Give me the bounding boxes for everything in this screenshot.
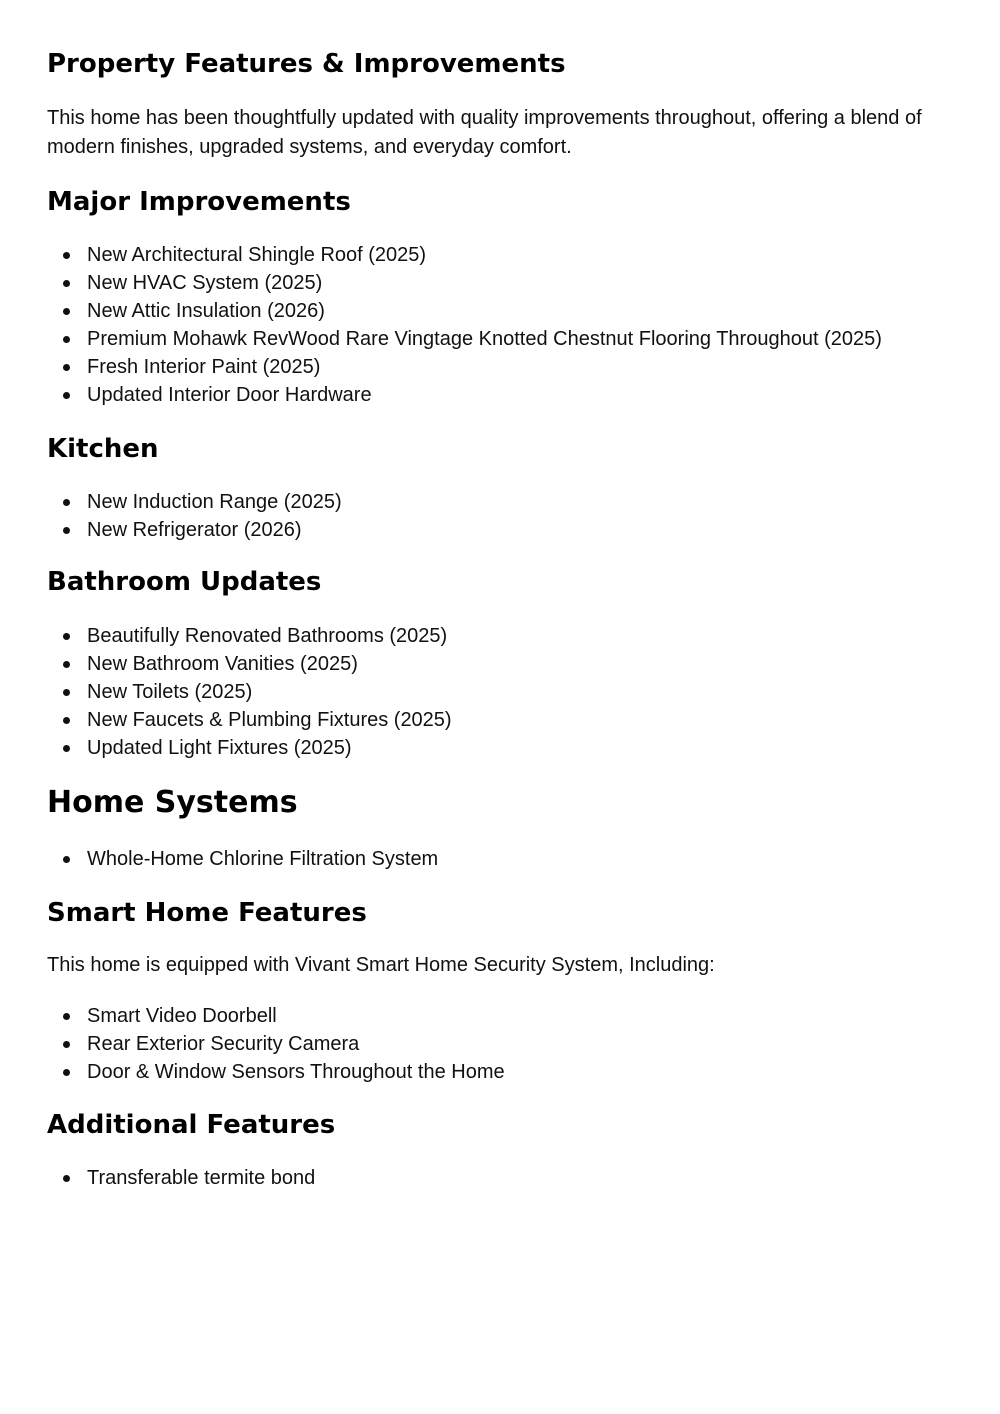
bullet-icon [63, 252, 70, 259]
smart-home-list [60, 1002, 505, 1086]
list-item-text: Door & Window Sensors Throughout the Home [87, 1061, 505, 1083]
bullet-icon [63, 1175, 70, 1182]
bullet-icon [63, 527, 70, 534]
list-item-text: New Faucets & Plumbing Fixtures (2025) [87, 709, 452, 731]
bullet-icon [63, 1013, 70, 1020]
list-item-text: Beautifully Renovated Bathrooms (2025) [87, 625, 448, 647]
list-item [60, 381, 882, 409]
bullet-icon [63, 633, 70, 640]
section-heading-bathroom-updates: Bathroom Updates [47, 567, 322, 597]
additional-features-list [60, 1164, 315, 1192]
bullet-icon [63, 1041, 70, 1048]
list-item [60, 516, 342, 544]
list-item [60, 297, 882, 325]
section-heading-major-improvements: Major Improvements [47, 187, 351, 217]
list-item [60, 1002, 505, 1030]
list-item [60, 1030, 505, 1058]
smart-home-intro: This home is equipped with Vivant Smart Home Security System, Including: [47, 954, 715, 976]
list-item-text: New Bathroom Vanities (2025) [87, 653, 358, 675]
list-item [60, 650, 452, 678]
bathroom-updates-list [60, 622, 452, 762]
bullet-icon [63, 499, 70, 506]
list-item [60, 488, 342, 516]
bullet-icon [63, 280, 70, 287]
bullet-icon [63, 392, 70, 399]
section-heading-additional-features: Additional Features [47, 1110, 336, 1140]
list-item-text: Updated Light Fixtures (2025) [87, 737, 352, 759]
bullet-icon [63, 308, 70, 315]
list-item-text: Premium Mohawk RevWood Rare Vingtage Knotted Chestnut Flooring Throughout (2025) [87, 328, 882, 350]
list-item-text: New Attic Insulation (2026) [87, 300, 325, 322]
list-item [60, 678, 452, 706]
list-item [60, 1164, 315, 1192]
section-heading-kitchen: Kitchen [47, 434, 159, 464]
list-item-text: New Induction Range (2025) [87, 491, 342, 513]
list-item [60, 845, 438, 873]
list-item-text: Fresh Interior Paint (2025) [87, 356, 321, 378]
home-systems-list [60, 845, 438, 873]
bullet-icon [63, 336, 70, 343]
section-heading-home-systems: Home Systems [47, 785, 298, 820]
list-item-text: Whole-Home Chlorine Filtration System [87, 848, 439, 870]
bullet-icon [63, 661, 70, 668]
kitchen-list [60, 488, 342, 544]
bullet-icon [63, 364, 70, 371]
list-item [60, 706, 452, 734]
list-item-text: Updated Interior Door Hardware [87, 384, 372, 406]
section-heading-smart-home-features: Smart Home Features [47, 898, 367, 928]
list-item-text: New Refrigerator (2026) [87, 519, 302, 541]
list-item-text: New Toilets (2025) [87, 681, 253, 703]
list-item-text: Transferable termite bond [87, 1167, 316, 1189]
list-item-text: Smart Video Doorbell [87, 1005, 277, 1027]
list-item [60, 622, 452, 650]
list-item [60, 241, 882, 269]
list-item [60, 325, 882, 353]
list-item [60, 353, 882, 381]
list-item-text: New Architectural Shingle Roof (2025) [87, 244, 427, 266]
list-item-text: Rear Exterior Security Camera [87, 1033, 360, 1055]
bullet-icon [63, 745, 70, 752]
list-item-text: New HVAC System (2025) [87, 272, 323, 294]
bullet-icon [63, 856, 70, 863]
bullet-icon [63, 717, 70, 724]
list-item [60, 1058, 505, 1086]
page-title: Property Features & Improvements [47, 49, 566, 79]
list-item [60, 269, 882, 297]
bullet-icon [63, 689, 70, 696]
intro-paragraph: This home has been thoughtfully updated with quality improvements throughout, offering a blend of modern finishes, upgraded systems, and everyday comfort. [47, 107, 922, 158]
bullet-icon [63, 1069, 70, 1076]
major-improvements-list [60, 241, 882, 409]
list-item [60, 734, 452, 762]
